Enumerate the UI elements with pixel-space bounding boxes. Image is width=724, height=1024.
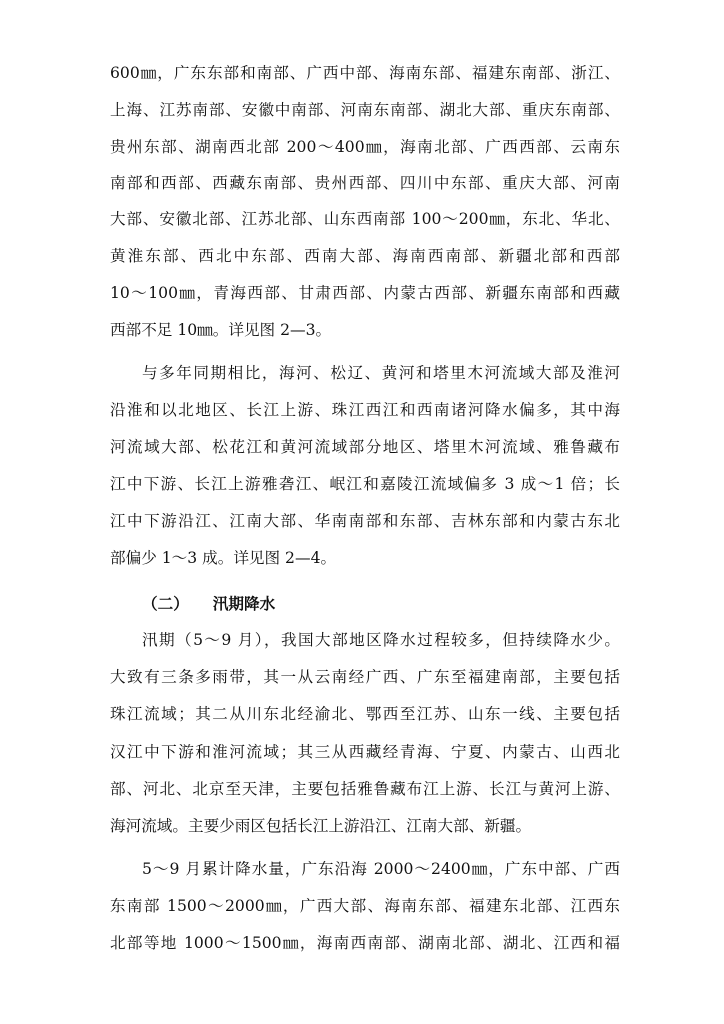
text-line: 河流域大部、松花江和黄河流域部分地区、塔里木河流域、雅鲁藏布: [110, 438, 620, 456]
text-line: 黄淮东部、西北中东部、西南大部、海南西南部、新疆北部和西部: [110, 247, 620, 265]
text-line: 江中下游沿江、江南大部、华南南部和东部、吉林东部和内蒙古东北: [110, 512, 620, 530]
section-heading: [142, 586, 275, 622]
text-line: 部、河北、北京至天津，主要包括雅鲁藏布江上游、长江与黄河上游、: [110, 780, 620, 798]
text-line: 沿淮和以北地区、长江上游、珠江西江和西南诸河降水偏多，其中海: [110, 401, 620, 419]
paragraph-first-line: 与多年同期相比，海河、松辽、黄河和塔里木河流域大部及淮河: [142, 364, 620, 382]
text-line: 南部和西部、西藏东南部、贵州西部、四川中东部、重庆大部、河南: [110, 174, 620, 192]
text-line: 贵州东部、湖南西北部 200～400㎜，海南北部、广西西部、云南东: [110, 138, 620, 156]
text-line: 600㎜，广东东部和南部、广西中部、海南东部、福建东南部、浙江、: [110, 64, 620, 82]
text-line: 珠江流域；其二从川东北经渝北、鄂西至江苏、山东一线、主要包括: [110, 705, 620, 723]
text-line: 10～100㎜，青海西部、甘肃西部、内蒙古西部、新疆东南部和西藏: [110, 284, 620, 302]
section-number: （二）: [142, 595, 189, 613]
text-line: 江中下游、长江上游雅砻江、岷江和嘉陵江流域偏多 3 成～1 倍；长: [110, 475, 620, 493]
text-line: 部偏少 1～3 成。详见图 2—4。: [110, 549, 337, 567]
section-title: 汛期降水: [212, 595, 276, 613]
text-line: 西部不足 10㎜。详见图 2—3。: [110, 321, 332, 339]
text-line: 大致有三条多雨带，其一从云南经广西、广东至福建南部，主要包括: [110, 668, 620, 686]
text-line: 大部、安徽北部、江苏北部、山东西南部 100～200㎜，东北、华北、: [110, 210, 620, 228]
text-line: 北部等地 1000～1500㎜，海南西南部、湖南北部、湖北、江西和福: [110, 934, 620, 952]
paragraph-first-line: 5～9 月累计降水量，广东沿海 2000～2400㎜，广东中部、广西: [142, 860, 620, 878]
paragraph-first-line: 汛期（5～9 月），我国大部地区降水过程较多，但持续降水少。: [142, 631, 620, 649]
text-line: 上海、江苏南部、安徽中南部、河南东南部、湖北大部、重庆东南部、: [110, 101, 620, 119]
text-line: 汉江中下游和淮河流域；其三从西藏经青海、宁夏、内蒙古、山西北: [110, 743, 620, 761]
text-line: 东南部 1500～2000㎜，广西大部、海南东部、福建东北部、江西东: [110, 897, 620, 915]
text-line: 海河流域。主要少雨区包括长江上游沿江、江南大部、新疆。: [110, 817, 532, 835]
